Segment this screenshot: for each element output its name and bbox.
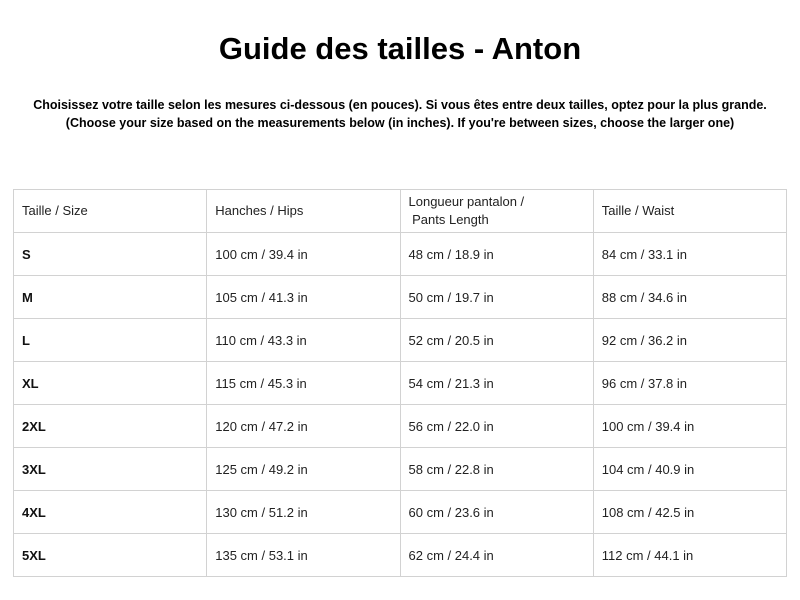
hips-cell: 130 cm / 51.2 in [207, 491, 400, 534]
pants-length-cell: 52 cm / 20.5 in [400, 319, 593, 362]
size-cell: L [14, 319, 207, 362]
pants-length-cell: 60 cm / 23.6 in [400, 491, 593, 534]
header-waist-label: Taille / Waist [601, 203, 675, 218]
waist-cell: 96 cm / 37.8 in [593, 362, 786, 405]
table-row [14, 319, 787, 362]
size-cell: 5XL [14, 534, 207, 577]
waist-cell: 84 cm / 33.1 in [593, 233, 786, 276]
waist-cell: 104 cm / 40.9 in [593, 448, 786, 491]
hips-cell: 100 cm / 39.4 in [207, 233, 400, 276]
header-pants-length [400, 190, 593, 233]
size-cell: 2XL [14, 405, 207, 448]
hips-cell: 120 cm / 47.2 in [207, 405, 400, 448]
pants-length-cell: 62 cm / 24.4 in [400, 534, 593, 577]
waist-cell: 100 cm / 39.4 in [593, 405, 786, 448]
table-row [14, 534, 787, 577]
size-cell: XL [14, 362, 207, 405]
waist-cell: 108 cm / 42.5 in [593, 491, 786, 534]
page-title: Guide des tailles - Anton [218, 31, 582, 66]
size-chart-table [13, 189, 787, 577]
size-cell: M [14, 276, 207, 319]
hips-cell: 135 cm / 53.1 in [207, 534, 400, 577]
instructions-french: Choisissez votre taille selon les mesures ci-dessous (en pouces). Si vous êtes entre deux tailles, optez pour la plus grande. [33, 98, 767, 112]
hips-cell: 115 cm / 45.3 in [207, 362, 400, 405]
hips-cell: 110 cm / 43.3 in [207, 319, 400, 362]
header-size [14, 190, 207, 233]
table-header-row [14, 190, 787, 233]
hips-cell: 125 cm / 49.2 in [207, 448, 400, 491]
size-cell: 4XL [14, 491, 207, 534]
header-pants-length-line-1: Longueur pantalon / [408, 194, 525, 209]
header-size-label: Taille / Size [22, 203, 88, 218]
table-row [14, 448, 787, 491]
size-cell: S [14, 233, 207, 276]
table-row [14, 276, 787, 319]
pants-length-cell: 56 cm / 22.0 in [400, 405, 593, 448]
instructions [0, 96, 800, 132]
header-pants-length-line-2: Pants Length [408, 212, 489, 227]
table-row [14, 233, 787, 276]
header-hips-label: Hanches / Hips [215, 203, 304, 218]
table-row [14, 362, 787, 405]
pants-length-cell: 50 cm / 19.7 in [400, 276, 593, 319]
pants-length-cell: 58 cm / 22.8 in [400, 448, 593, 491]
table-row [14, 491, 787, 534]
instructions-english: (Choose your size based on the measurements below (in inches). If you're between sizes, choose the larger one) [65, 116, 735, 130]
hips-cell: 105 cm / 41.3 in [207, 276, 400, 319]
waist-cell: 112 cm / 44.1 in [593, 534, 786, 577]
header-hips [207, 190, 400, 233]
header-waist [593, 190, 786, 233]
size-cell: 3XL [14, 448, 207, 491]
waist-cell: 88 cm / 34.6 in [593, 276, 786, 319]
waist-cell: 92 cm / 36.2 in [593, 319, 786, 362]
pants-length-cell: 48 cm / 18.9 in [400, 233, 593, 276]
pants-length-cell: 54 cm / 21.3 in [400, 362, 593, 405]
table-row [14, 405, 787, 448]
